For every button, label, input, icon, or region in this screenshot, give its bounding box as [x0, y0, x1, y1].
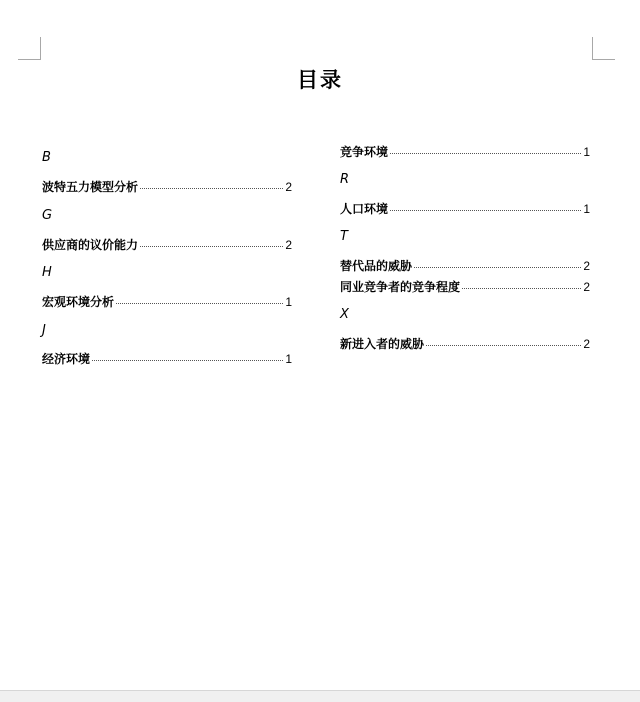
toc-entry[interactable] — [340, 280, 590, 294]
index-letter-x: X — [340, 307, 349, 322]
toc-entry-label: 波特五力模型分析 — [42, 180, 139, 194]
toc-title: 目录 — [297, 67, 343, 92]
dot-leader — [390, 210, 581, 211]
toc-entry-label: 经济环境 — [42, 352, 91, 366]
index-letter-r: R — [340, 172, 350, 187]
margin-corner-top-left — [18, 37, 41, 60]
dot-leader — [390, 153, 581, 154]
toc-entry[interactable] — [340, 259, 590, 273]
dot-leader — [116, 303, 283, 304]
dot-leader — [414, 267, 581, 268]
toc-entry-label: 宏观环境分析 — [42, 295, 115, 309]
index-letter-h: H — [42, 265, 52, 280]
toc-entry[interactable] — [340, 145, 590, 159]
dot-leader — [426, 345, 581, 346]
toc-entry-label: 同业竞争者的竞争程度 — [340, 280, 461, 294]
toc-entry-page: 1 — [583, 202, 590, 216]
toc-entry[interactable] — [42, 180, 292, 194]
toc-entry-page: 2 — [583, 259, 590, 273]
toc-entry-label: 竞争环境 — [340, 145, 389, 159]
toc-entry[interactable] — [340, 202, 590, 216]
horizontal-scrollbar[interactable] — [0, 690, 640, 702]
dot-leader — [140, 246, 283, 247]
index-letter-t: T — [340, 229, 348, 244]
dot-leader — [462, 288, 581, 289]
toc-entry-page: 2 — [285, 180, 292, 194]
toc-entry-page: 1 — [285, 352, 292, 366]
toc-entry[interactable] — [42, 238, 292, 252]
toc-entry-page: 2 — [583, 280, 590, 294]
toc-entry-page: 2 — [285, 238, 292, 252]
toc-entry-label: 人口环境 — [340, 202, 389, 216]
toc-entry-page: 1 — [285, 295, 292, 309]
dot-leader — [140, 188, 283, 189]
toc-entry-page: 2 — [583, 337, 590, 351]
toc-entry[interactable] — [42, 295, 292, 309]
margin-corner-top-right — [592, 37, 615, 60]
dot-leader — [92, 360, 283, 361]
toc-entry-label: 供应商的议价能力 — [42, 238, 139, 252]
toc-entry-page: 1 — [583, 145, 590, 159]
toc-entry-label: 新进入者的威胁 — [340, 337, 425, 351]
index-letter-j: J — [42, 323, 46, 338]
toc-entry[interactable] — [340, 337, 590, 351]
index-letter-b: B — [42, 150, 51, 165]
toc-entry[interactable] — [42, 352, 292, 366]
toc-entry-label: 替代品的威胁 — [340, 259, 413, 273]
index-letter-g: G — [42, 208, 53, 223]
